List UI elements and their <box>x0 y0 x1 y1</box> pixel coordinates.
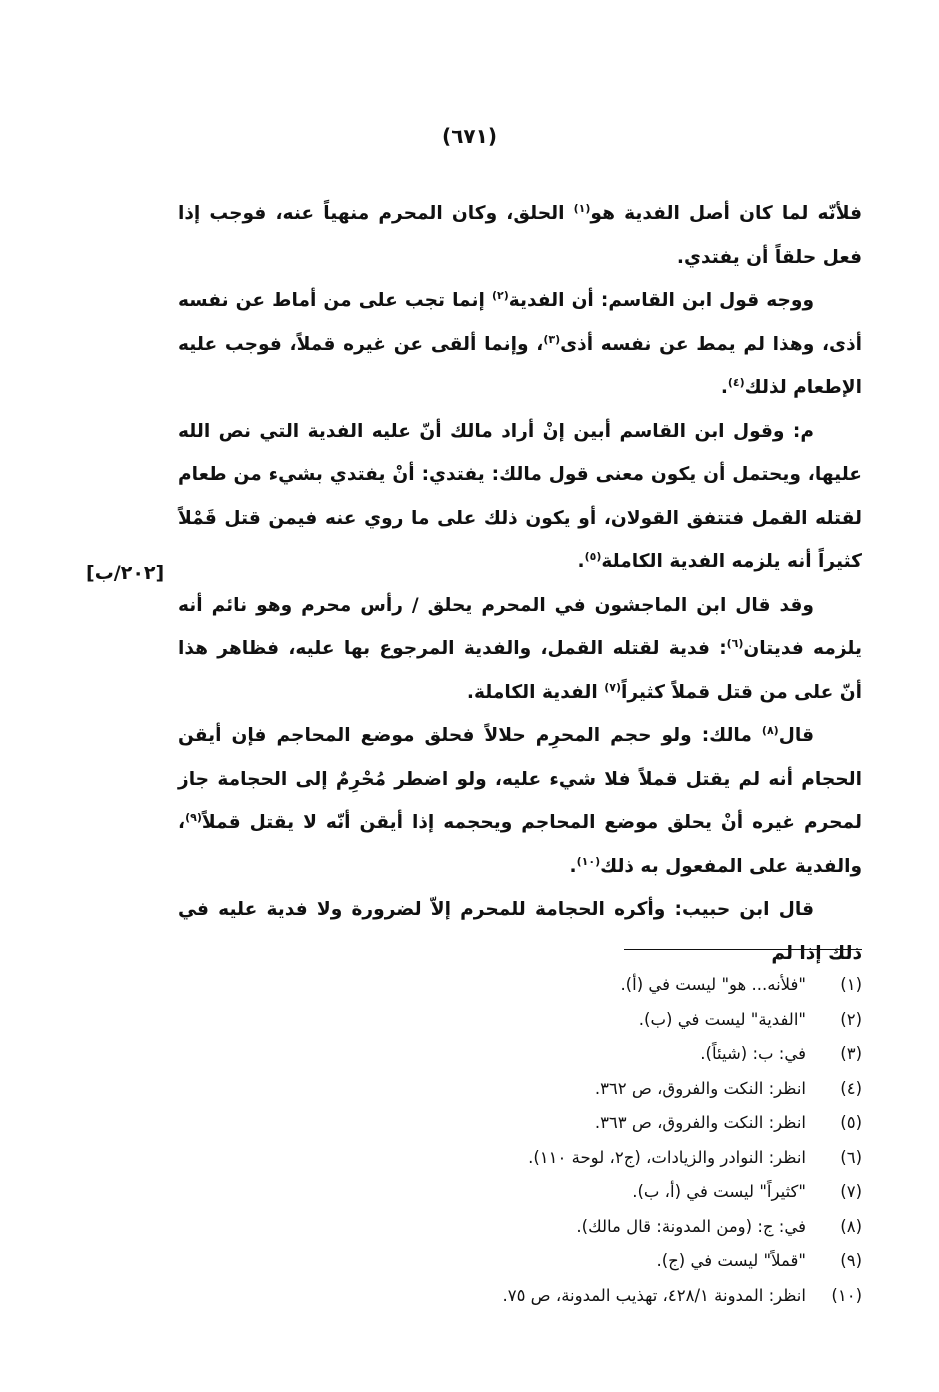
footnote-number: (٢) <box>840 1009 862 1029</box>
text-run: قال <box>778 725 814 746</box>
footnote-text: انظر: المدونة ٤٢٨/١، تهذيب المدونة، ص ٧٥. <box>502 1285 806 1305</box>
footnote-item <box>200 1072 862 1107</box>
footnote-reference: (٩) <box>185 810 202 824</box>
footnote-item <box>200 1210 862 1245</box>
footnotes-list <box>200 968 862 1313</box>
paragraph-5 <box>178 714 862 888</box>
text-run: . <box>720 377 728 398</box>
text-run: قال ابن حبيب: وأكره الحجامة للمحرم إلاّ لضرورة ولا فدية عليه في ذلك إذا لم <box>178 899 862 964</box>
footnote-reference: (٤) <box>727 375 745 389</box>
footnote-number: (٥) <box>840 1113 862 1132</box>
footnote-number: (١٠) <box>831 1285 862 1305</box>
text-run: الحلق، وكان المحرم منهياً عنه، فوجب إذا فعل حلقاً أن يفتدي. <box>178 203 862 268</box>
text-run: ، والفدية على المفعول به ذلك <box>178 812 862 877</box>
footnote-item <box>200 1244 862 1279</box>
footnote-number: (٤) <box>840 1078 862 1098</box>
paragraph-2 <box>178 279 862 410</box>
text-run: . <box>577 551 585 572</box>
footnote-item <box>200 1003 862 1038</box>
footnote-reference: (١) <box>573 201 591 215</box>
footnote-text: انظر: النكت والفروق، ص ٣٦٢. <box>594 1078 806 1098</box>
footnote-reference: (٣) <box>543 332 561 346</box>
footnote-item <box>200 1106 862 1141</box>
footnote-text: "فلأنه... هو" ليست في (أ). <box>620 975 806 994</box>
text-run: مالك: ولو حجم المحرِم حلالاً فحلق موضع المحاجم فإن أيقن الحجام أنه لم يقتل قملاً فلا شيء عليه، ولو اضطر مُحْرِمٌ إلى الحجامة جاز لمحرم غيره أنْ يحلق موضع المحاجم ويحجمه إذا أيقن أنّه لا يقتل قملاً <box>178 725 862 833</box>
footnote-number: (٧) <box>840 1182 862 1201</box>
footnote-item <box>200 1279 862 1314</box>
footnote-text: انظر: النكت والفروق، ص ٣٦٣. <box>594 1113 806 1132</box>
footnote-text: في: ج: (ومن المدونة: قال مالك). <box>576 1216 806 1236</box>
paragraph-1 <box>178 192 862 279</box>
text-run: إنما تجب على من أماط عن نفسه أذى، وهذا لم يمط عن نفسه أذى <box>178 290 863 355</box>
text-run: . <box>569 855 577 877</box>
text-run: ووجه قول ابن القاسم: أن الفدية <box>508 290 815 311</box>
text-run: ، وإنما ألقى عن غيره قملاً، فوجب عليه الإطعام لذلك <box>178 333 862 398</box>
manuscript-folio-marker: [٢٠٢/ب] <box>86 562 165 584</box>
footnote-number: (٣) <box>840 1044 862 1063</box>
footnote-text: "كثيراً" ليست في (أ، ب). <box>632 1182 806 1201</box>
footnote-text: "قملاً" ليست في (ج). <box>656 1251 806 1270</box>
text-run: فلأنّه لما كان أصل الفدية هو <box>590 203 863 224</box>
footnote-number: (٦) <box>840 1147 862 1167</box>
footnote-reference: (٦) <box>726 636 744 650</box>
text-run: : فدية لقتله القمل، والفدية المرجوع بها عليه، فظاهر هذا أنّ على من قتل قملاً كثيراً <box>178 638 862 703</box>
text-run: وقد قال ابن الماجشون في المحرم يحلق / رأس محرم وهو نائم أنه يلزمه فديتان <box>178 594 862 659</box>
footnote-reference: (٧) <box>604 680 621 694</box>
footnote-text: انظر: النوادر والزيادات، (ج٢، لوحة ١١٠). <box>528 1147 806 1167</box>
main-text <box>178 192 862 975</box>
footnote-item <box>200 1175 862 1210</box>
footnote-item <box>200 1037 862 1072</box>
paragraph-6 <box>178 888 862 975</box>
paragraph-3 <box>178 410 862 584</box>
footnote-reference: (٥) <box>584 549 602 563</box>
footnote-reference: (٨) <box>761 723 779 737</box>
text-run: الفدية الكاملة. <box>466 681 605 703</box>
footnote-number: (١) <box>840 975 862 994</box>
text-run: م: وقول ابن القاسم أبين إنْ أراد مالك أنّ عليه الفدية التي نص الله عليها، ويحتمل أن يكون معنى قول مالك: يفتدي: أنْ يفتدي بشيء من طعام لقتله القمل فتتفق القولان، أو يكون ذلك على ما روي عنه فيمن قتل قَمْلاً كثيراً أنه يلزمه الفدية الكاملة <box>178 420 862 572</box>
page-number: (٦٧١) <box>442 124 497 148</box>
footnote-number: (٩) <box>840 1251 862 1270</box>
footnote-text: "الفدية" ليست في (ب). <box>638 1009 806 1029</box>
footnote-reference: (٢) <box>491 288 509 302</box>
footnote-item <box>200 968 862 1003</box>
footnote-item <box>200 1141 862 1176</box>
footnote-text: في: ب: (شيئاً). <box>700 1044 806 1063</box>
footnote-reference: (١٠) <box>576 854 601 868</box>
footnote-separator <box>624 949 862 950</box>
paragraph-4 <box>178 584 862 715</box>
footnote-number: (٨) <box>840 1216 862 1236</box>
